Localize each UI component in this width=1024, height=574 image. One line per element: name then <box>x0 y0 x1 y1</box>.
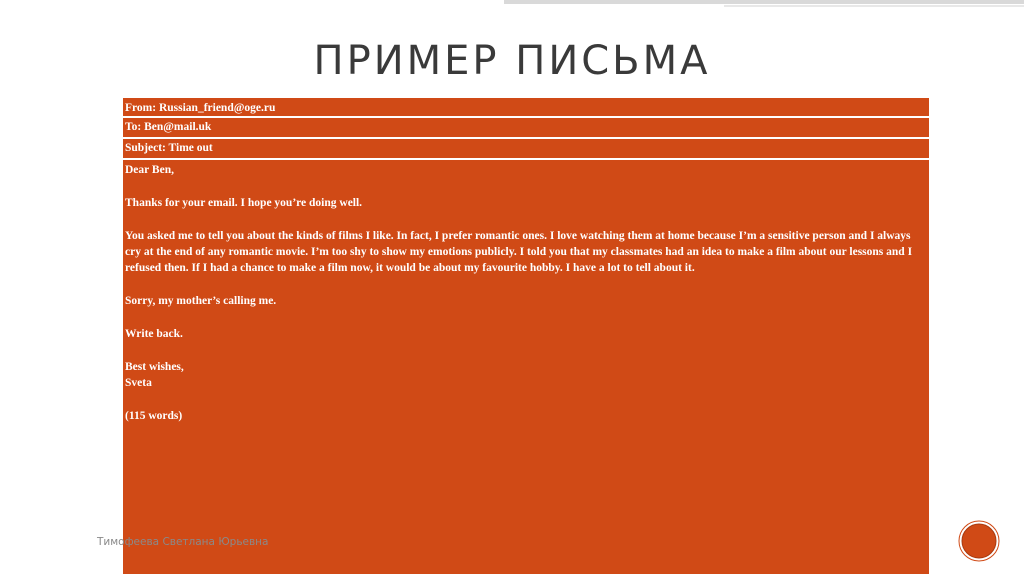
email-from: From: Russian_friend@oge.ru <box>123 98 929 118</box>
footer-author: Тимофеева Светлана Юрьевна <box>97 536 269 548</box>
email-to: To: Ben@mail.uk <box>123 118 929 139</box>
red-circle-icon[interactable] <box>958 520 1000 562</box>
email-signature: Sveta <box>125 377 152 390</box>
email-paragraph: Sorry, my mother’s calling me. <box>125 295 277 308</box>
email-greeting: Dear Ben, <box>125 164 174 176</box>
email-paragraph: You asked me to tell you about the kinds of films I like. In fact, I prefer romantic ones. I love watching them at home because I’m a sensitive person and I always cry at the end of any romantic movie. I’m too shy to show my emotions publicly. I told you that my classmates had an idea to make a film about our lessons and I refused then. If I had a chance to make a film now, it would be about my favourite hobby. I have a lot to tell about it. <box>125 229 913 275</box>
email-paragraph: Thanks for your email. I hope you’re doing well. <box>125 196 363 209</box>
top-stripe-thin <box>724 5 1024 7</box>
top-decoration <box>0 0 1024 8</box>
email-body <box>123 160 929 424</box>
top-stripe <box>504 0 1024 4</box>
slide-title: ПРИМЕР ПИСЬМА <box>313 38 711 84</box>
email-paragraph: Write back. <box>125 328 183 340</box>
email-closing: Best wishes, <box>125 360 184 373</box>
email-word-count: (115 words) <box>125 410 183 422</box>
email-panel <box>123 98 929 574</box>
email-subject: Subject: Time out <box>123 139 929 160</box>
